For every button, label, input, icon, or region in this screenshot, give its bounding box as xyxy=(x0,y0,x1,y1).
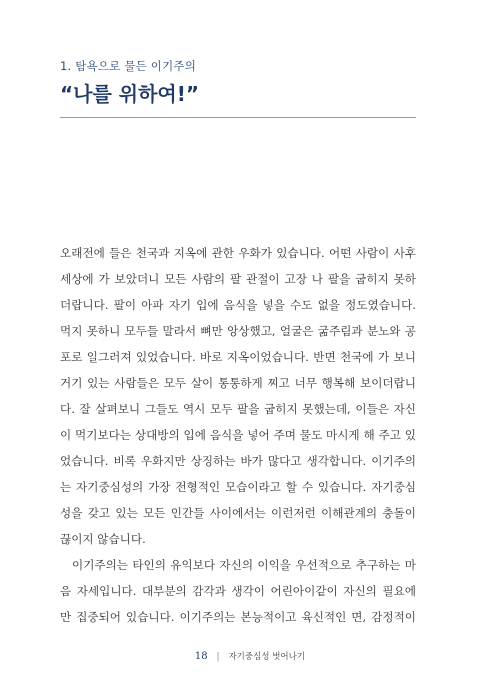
body-line: 오래전에 들은 천국과 지옥에 관한 우화가 있습니다. 어떤 사람이 사후 xyxy=(60,246,416,260)
body-line: 음 자세입니다. 대부분의 감각과 생각이 어린아이같이 자신의 필요에 xyxy=(60,584,416,598)
body-line: 만 집중되어 있습니다. 이기주의는 본능적이고 육신적인 면, 감정적이 xyxy=(60,610,416,624)
body-line: 세상에 가 보았더니 모든 사람의 팔 관절이 고장 나 팔을 굽히지 못하 xyxy=(60,272,416,286)
chapter-title: “나를 위하여!” xyxy=(60,82,199,106)
paragraph-2 xyxy=(60,552,416,630)
body-line: 었습니다. 비록 우화지만 상징하는 바가 많다고 생각합니다. 이기주의 xyxy=(60,454,416,468)
section-label: 1. 탐욕으로 물든 이기주의 xyxy=(60,59,197,73)
body-text xyxy=(60,240,416,630)
body-line: 더랍니다. 팔이 아파 자기 입에 음식을 넣을 수도 없을 정도였습니다. xyxy=(60,298,416,312)
body-line: 이 먹기보다는 상대방의 입에 음식을 넣어 주며 물도 마시게 해 주고 있 xyxy=(60,428,416,442)
title-divider xyxy=(60,117,416,118)
body-line: 거기 있는 사람들은 모두 살이 통통하게 찌고 너무 행복해 보이더랍니 xyxy=(60,376,416,390)
body-line: 는 자기중심성의 가장 전형적인 모습이라고 할 수 있습니다. 자기중심 xyxy=(60,480,416,494)
body-line: 이기주의는 타인의 유익보다 자신의 이익을 우선적으로 추구하는 마 xyxy=(72,558,416,572)
body-line: 끊이지 않습니다. xyxy=(60,532,146,546)
page-footer xyxy=(0,650,500,662)
body-line: 다. 잘 살펴보니 그들도 역시 모두 팔을 굽히지 못했는데, 이들은 자신 xyxy=(60,402,416,416)
footer-separator: | xyxy=(216,652,220,662)
paragraph-1 xyxy=(60,240,416,552)
body-line: 먹지 못하니 모두들 말라서 뼈만 앙상했고, 얼굴은 굶주림과 분노와 공 xyxy=(60,324,416,338)
body-line: 성을 갖고 있는 모든 인간들 사이에서는 이런저런 이해관계의 충돌이 xyxy=(60,506,416,520)
book-title: 자기중심성 벗어나기 xyxy=(228,652,306,662)
body-line: 포로 일그러져 있었습니다. 바로 지옥이었습니다. 반면 천국에 가 보니 xyxy=(60,350,416,364)
page-number: 18 xyxy=(194,651,208,662)
